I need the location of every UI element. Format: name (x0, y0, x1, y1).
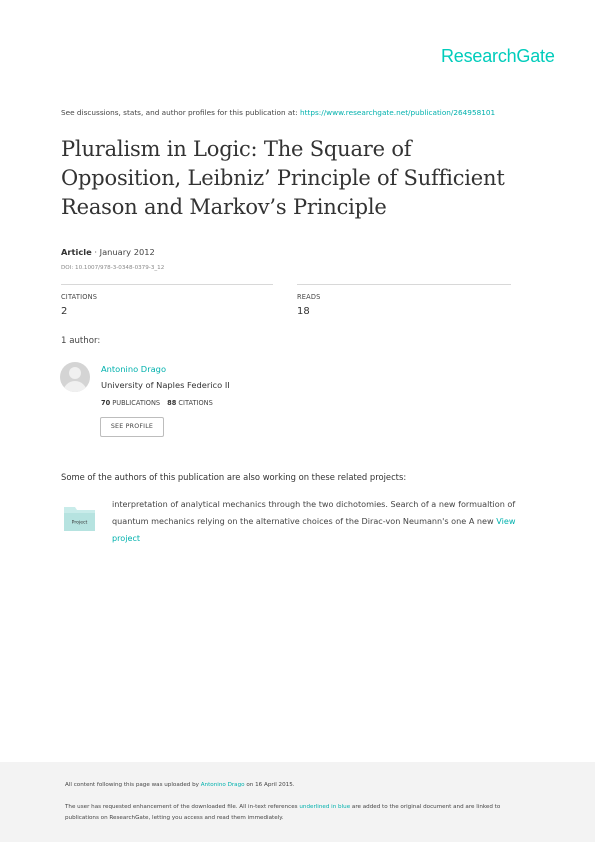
reads-label: READS (297, 293, 321, 301)
author-citations-count: 88 (167, 399, 177, 407)
underlined-link[interactable]: underlined in blue (299, 804, 351, 810)
publication-title: Pluralism in Logic: The Square of Opposition, Leibniz’ Principle of Sufficient Reason and Markov’s Principle (61, 137, 505, 219)
citations-divider (61, 284, 273, 285)
upload-suffix: on 16 April 2015. (244, 782, 295, 788)
researchgate-logo[interactable]: ResearchGate (441, 46, 555, 66)
author-name-link[interactable]: Antonino Drago (101, 364, 167, 374)
article-type: Article (61, 247, 92, 257)
upload-notice (65, 782, 295, 788)
project-icon-label: Project (71, 520, 88, 526)
doi: DOI: 10.1007/978-3-0348-0379-3_12 (61, 265, 165, 271)
author-institution: University of Naples Federico II (101, 380, 230, 390)
citations-label: CITATIONS (61, 293, 98, 301)
article-meta (61, 247, 155, 257)
avatar-head (69, 367, 81, 379)
avatar-body (63, 381, 87, 392)
reads-divider (297, 284, 511, 285)
authors-count: 1 author: (61, 336, 101, 346)
notice-suffix: are added to the original document and are linked to publications on ResearchGate, letting you access and read them immediately. (65, 804, 501, 821)
article-date: · January 2012 (91, 247, 155, 257)
notice-prefix: The user has requested enhancement of the downloaded file. All in-text references (65, 804, 300, 810)
author-stats (101, 399, 213, 407)
related-projects-heading: Some of the authors of this publication are also working on these related projects: (61, 472, 407, 482)
see-profile-button[interactable]: SEE PROFILE (100, 417, 164, 437)
upload-prefix: All content following this page was uploaded by (65, 782, 201, 788)
project-description (112, 496, 532, 547)
folder-icon[interactable] (63, 504, 96, 532)
enhancement-notice (65, 802, 535, 824)
profile-discussion-line (61, 108, 495, 117)
publication-url-link[interactable]: https://www.researchgate.net/publication/264958101 (300, 108, 496, 117)
reads-value: 18 (297, 306, 310, 317)
person-placeholder-icon[interactable] (60, 362, 90, 392)
citations-value: 2 (61, 306, 68, 317)
intro-prefix: See discussions, stats, and author profiles for this publication at: (61, 108, 301, 117)
author-publications-label: PUBLICATIONS (110, 399, 161, 407)
uploader-link[interactable]: Antonino Drago (200, 782, 245, 788)
author-citations-label: CITATIONS (176, 399, 213, 407)
author-publications-count: 70 (101, 399, 111, 407)
project-description-text: interpretation of analytical mechanics through the two dichotomies. Search of a new formualtion of quantum mechanics relying on the alternative choices of the Dirac-von Neumann's one A new (112, 499, 516, 526)
view-project-link[interactable]: View project (112, 516, 516, 543)
